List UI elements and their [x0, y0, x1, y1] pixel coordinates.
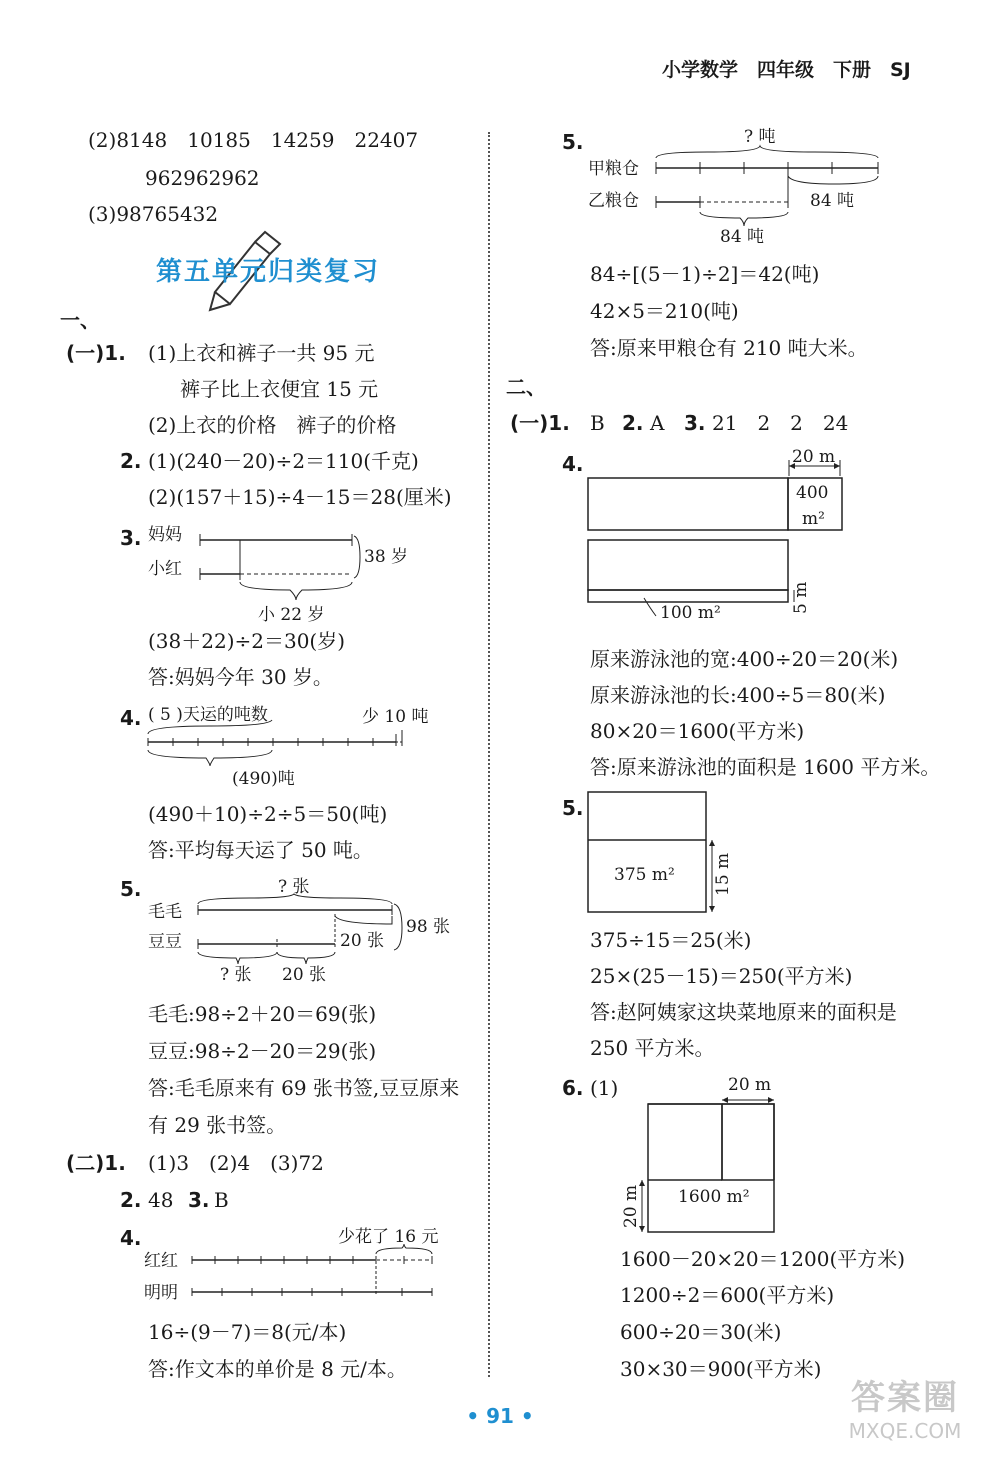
- answer-line: 30×30＝900(平方米): [620, 1357, 822, 1381]
- diagram-label: 20 张: [282, 965, 327, 985]
- diagram-label: 98 张: [406, 917, 451, 937]
- diagram-label: 20 张: [340, 931, 385, 951]
- question-number: 4.: [120, 706, 142, 730]
- answer-line: B: [214, 1188, 229, 1212]
- age-line-diagram: [140, 522, 430, 625]
- answer-line: B: [590, 411, 605, 435]
- diagram-label: 20 m: [728, 1075, 772, 1095]
- question-label: (一)1.: [66, 341, 126, 365]
- question-number: 2.: [120, 449, 142, 473]
- answer-line: 答:原来游泳池的面积是 1600 平方米。: [590, 755, 941, 779]
- question-number: 5.: [562, 130, 584, 154]
- tons-line-diagram: [140, 700, 440, 790]
- answer-line: (2)8148 10185 14259 22407: [88, 128, 419, 152]
- diagram-label: 明明: [144, 1283, 178, 1303]
- diagram-label: 15 m: [713, 852, 733, 896]
- diagram-label: 1600 m²: [678, 1187, 750, 1207]
- granary-line-diagram: [584, 124, 884, 246]
- diagram-label: 20 m: [792, 447, 836, 467]
- diagram-label: ? 张: [278, 877, 310, 897]
- running-header: 小学数学 四年级 下册 SJ: [662, 59, 911, 81]
- question-number: 5.: [120, 877, 142, 901]
- diagram-label: 5 m: [791, 581, 811, 614]
- answer-line: 21 2 2 24: [712, 411, 849, 435]
- answer-line: 250 平方米。: [590, 1036, 715, 1060]
- answer-line: 16÷(9－7)＝8(元/本): [148, 1320, 347, 1344]
- answer-line: 原来游泳池的宽:400÷20＝20(米): [590, 647, 899, 671]
- diagram-label: (490)吨: [232, 769, 295, 789]
- answer-line: 裤子比上衣便宜 15 元: [180, 377, 379, 401]
- diagram-label: ? 吨: [744, 127, 776, 147]
- question-number: 5.: [562, 796, 584, 820]
- question-number: 3.: [188, 1188, 210, 1212]
- answer-line: 1200÷2＝600(平方米): [620, 1283, 835, 1307]
- answer-line: (38＋22)÷2＝30(岁): [148, 629, 346, 653]
- question-number: 2.: [120, 1188, 142, 1212]
- question-number: 3.: [120, 526, 142, 550]
- answer-line: 375÷15＝25(米): [590, 928, 752, 952]
- answer-line: 1600－20×20＝1200(平方米): [620, 1247, 906, 1271]
- page-number: • 91 •: [466, 1404, 534, 1428]
- diagram-label-22: 小 22 岁: [258, 605, 325, 625]
- diagram-label: 毛毛: [148, 902, 182, 922]
- unit-title: 第五单元归类复习: [156, 257, 381, 287]
- answer-line: (1)(240－20)÷2＝110(千克): [148, 449, 419, 473]
- section-heading: 一、: [60, 308, 100, 332]
- garden-diagram: [584, 788, 744, 916]
- answer-line: 答:妈妈今年 30 岁。: [148, 665, 333, 689]
- diagram-label: 少花了 16 元: [338, 1227, 439, 1247]
- question-number: 4.: [562, 452, 584, 476]
- answer-line: 豆豆:98÷2－20＝29(张): [148, 1039, 377, 1063]
- money-line-diagram: [140, 1220, 460, 1305]
- bookmark-line-diagram: [140, 872, 460, 988]
- watermark-url: MXQE.COM: [848, 1419, 962, 1443]
- answer-line: (1)上衣和裤子一共 95 元: [148, 341, 375, 365]
- diagram-label: 甲粮仓: [588, 159, 639, 179]
- answer-line: 答:原来甲粮仓有 210 吨大米。: [590, 336, 868, 360]
- column-divider: [488, 132, 490, 1377]
- diagram-label: 豆豆: [148, 932, 182, 952]
- watermark-text: 答案圈: [851, 1378, 959, 1418]
- answer-line: 42×5＝210(吨): [590, 299, 739, 323]
- answer-line: 毛毛:98÷2＋20＝69(张): [148, 1002, 377, 1026]
- diagram-label: 少 10 吨: [362, 707, 429, 727]
- diagram-label: 84 吨: [720, 227, 765, 247]
- answer-line: 600÷20＝30(米): [620, 1320, 782, 1344]
- answer-line: 原来游泳池的长:400÷5＝80(米): [590, 683, 886, 707]
- square-land-diagram: [614, 1070, 794, 1242]
- section-heading: 二、: [506, 375, 546, 399]
- answer-line: (490＋10)÷2÷5＝50(吨): [148, 802, 388, 826]
- question-number: 6.: [562, 1076, 584, 1100]
- diagram-label: m²: [802, 509, 825, 529]
- diagram-label: 375 m²: [614, 865, 675, 885]
- diagram-label: ( 5 )天运的吨数: [148, 705, 268, 725]
- answer-line: (3)98765432: [88, 202, 219, 226]
- question-number: 2.: [622, 411, 644, 435]
- pool-diagram: [584, 446, 864, 622]
- answer-line: (1)3 (2)4 (3)72: [148, 1151, 324, 1175]
- answer-line: 有 29 张书签。: [148, 1113, 287, 1137]
- diagram-label-xh: 小红: [148, 559, 182, 579]
- answer-line: (2)(157＋15)÷4－15＝28(厘米): [148, 485, 452, 509]
- diagram-label: 红红: [144, 1251, 178, 1271]
- sub-question-label: (1): [590, 1076, 619, 1100]
- diagram-label-38: 38 岁: [364, 547, 409, 567]
- question-number: 3.: [684, 411, 706, 435]
- answer-line: 答:赵阿姨家这块菜地原来的面积是: [590, 1000, 897, 1024]
- diagram-label: 100 m²: [660, 603, 721, 623]
- diagram-label: ? 张: [220, 965, 252, 985]
- question-label: (一)1.: [510, 411, 570, 435]
- diagram-label: 400: [796, 483, 829, 503]
- answer-line: (2)上衣的价格 裤子的价格: [148, 413, 397, 437]
- diagram-label: 20 m: [621, 1184, 641, 1228]
- question-label: (二)1.: [66, 1151, 126, 1175]
- answer-line: 48: [148, 1188, 174, 1212]
- answer-line: 答:作文本的单价是 8 元/本。: [148, 1357, 407, 1381]
- diagram-label: 乙粮仓: [588, 191, 639, 211]
- answer-line: 25×(25－15)＝250(平方米): [590, 964, 853, 988]
- answer-line: 84÷[(5－1)÷2]＝42(吨): [590, 262, 820, 286]
- answer-line: 答:平均每天运了 50 吨。: [148, 838, 373, 862]
- page-number-value: 91: [486, 1404, 514, 1428]
- answer-line: 962962962: [145, 166, 260, 190]
- answer-line: 答:毛毛原来有 69 张书签,豆豆原来: [148, 1076, 460, 1100]
- question-number: 4.: [120, 1226, 142, 1250]
- watermark: [820, 1370, 990, 1443]
- diagram-label-mom: 妈妈: [148, 525, 182, 545]
- answer-line: 80×20＝1600(平方米): [590, 719, 805, 743]
- diagram-label: 84 吨: [810, 191, 855, 211]
- answer-line: A: [650, 411, 665, 435]
